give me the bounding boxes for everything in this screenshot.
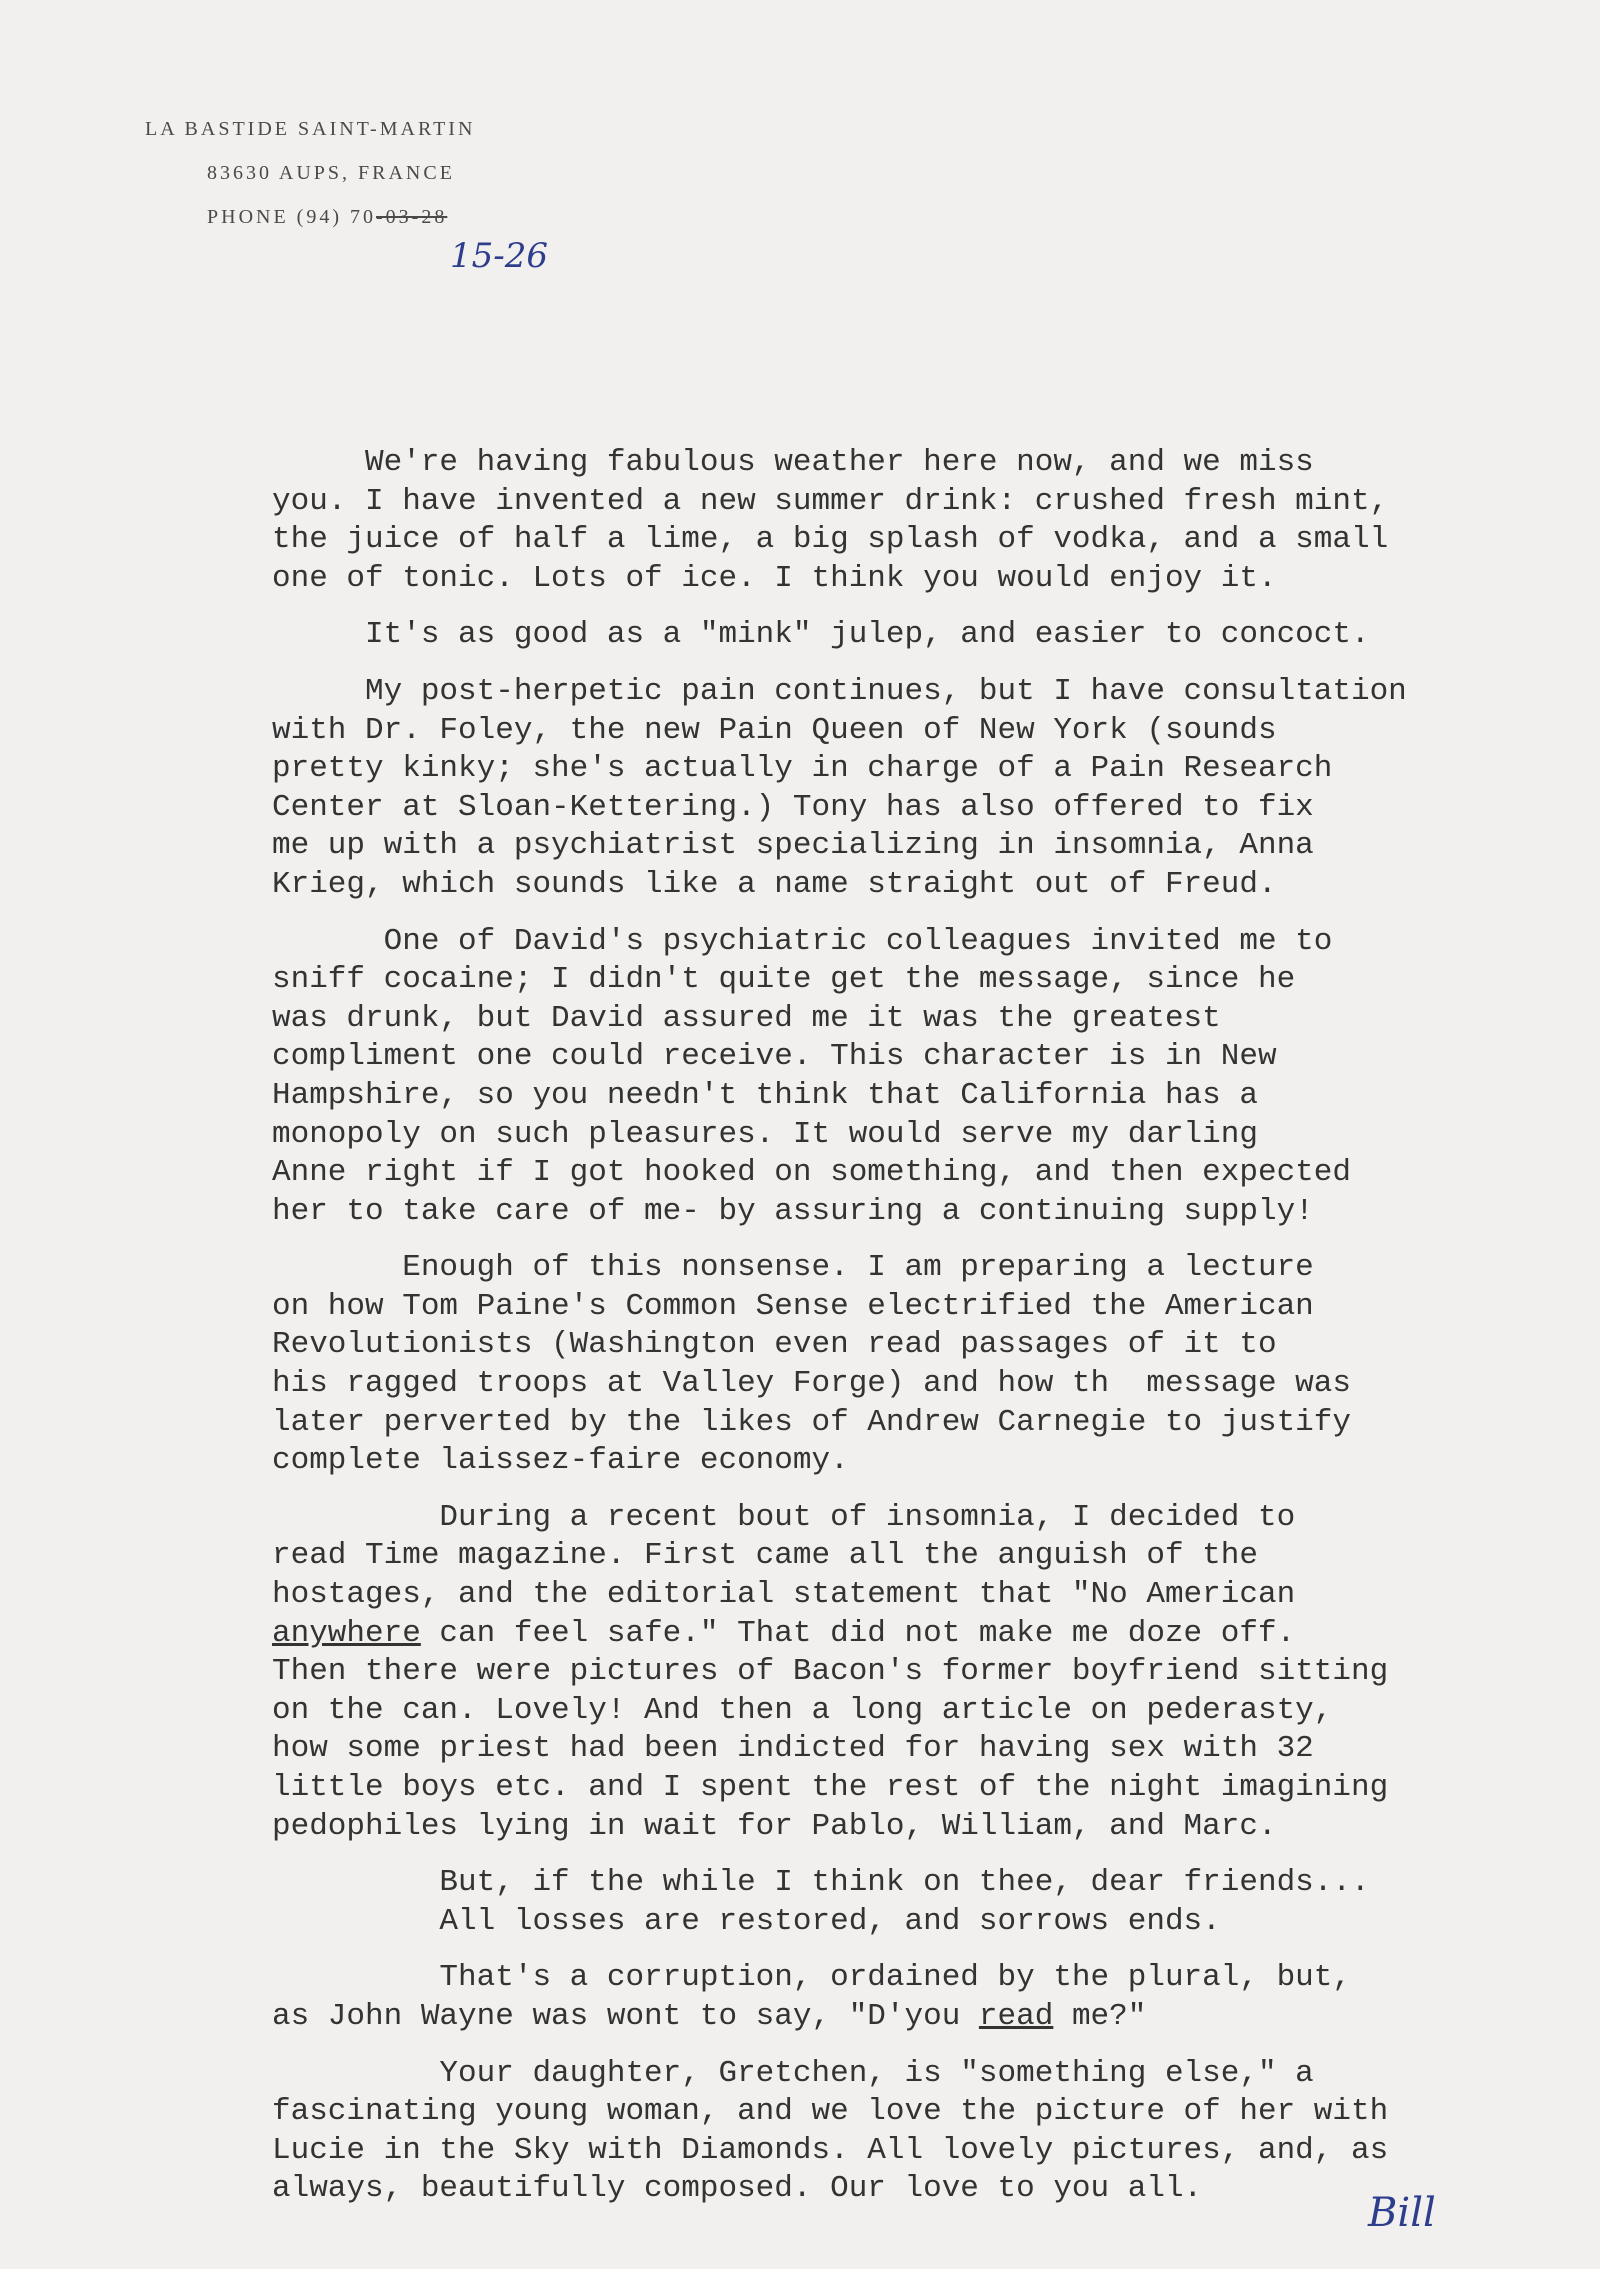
text-line: hostages, and the editorial statement that "No American (272, 1577, 1296, 1613)
handwritten-phone-correction: 15-26 (450, 236, 549, 276)
text-line: Center at Sloan-Kettering.) Tony has also offered to fix (272, 789, 1314, 825)
handwritten-signature: Bill (1368, 2190, 1436, 2236)
text-line: her to take care of me- by assuring a continuing supply! (272, 1193, 1314, 1229)
letter-body (272, 444, 1592, 2209)
text-line: Anne right if I got hooked on something, and then expected (272, 1155, 1351, 1191)
text-line: It's as good as a "mink" julep, and easier to concoct. (272, 617, 1370, 653)
text-line: always, beautifully composed. Our love to you all. (272, 2171, 1203, 2207)
text-line: Revolutionists (Washington even read passages of it to (272, 1327, 1277, 1363)
letterhead-phone (207, 206, 447, 229)
paragraph-6 (272, 1499, 1592, 1846)
text-line: My post-herpetic pain continues, but I have consultation (272, 673, 1407, 709)
letterhead-name: LA BASTIDE SAINT-MARTIN (145, 118, 476, 140)
text-line: fascinating young woman, and we love the picture of her with (272, 2094, 1389, 2130)
text-line: compliment one could receive. This character is in New (272, 1039, 1277, 1075)
text-line: Enough of this nonsense. I am preparing a lecture (272, 1250, 1314, 1286)
text-line: one of tonic. Lots of ice. I think you would enjoy it. (272, 560, 1277, 596)
text-line: how some priest had been indicted for having sex with 32 (272, 1731, 1314, 1767)
text-line: pretty kinky; she's actually in charge of a Pain Research (272, 751, 1333, 787)
text-line: All losses are restored, and sorrows ends. (272, 1903, 1221, 1939)
paragraph-2 (272, 616, 1592, 655)
text-line: Krieg, which sounds like a name straight out of Freud. (272, 866, 1277, 902)
paragraph-5 (272, 1249, 1592, 1481)
text-line: later perverted by the likes of Andrew Carnegie to justify (272, 1404, 1351, 1440)
text-span: can feel safe." That did not make me doze off. (420, 1615, 1296, 1651)
letterhead-city: 83630 AUPS, FRANCE (207, 162, 455, 184)
text-line: you. I have invented a new summer drink: crushed fresh mint, (272, 483, 1389, 519)
text-line: on the can. Lovely! And then a long article on pederasty, (272, 1692, 1333, 1728)
underlined-word: read (978, 1998, 1054, 2034)
text-line: with Dr. Foley, the new Pain Queen of New York (sounds (272, 712, 1277, 748)
paragraph-1 (272, 444, 1592, 598)
text-line: sniff cocaine; I didn't quite get the message, since he (272, 962, 1296, 998)
text-line: That's a corruption, ordained by the plural, but, (272, 1960, 1351, 1996)
paragraph-9 (272, 2055, 1592, 2209)
text-line: monopoly on such pleasures. It would serve my darling (272, 1116, 1258, 1152)
text-line: Then there were pictures of Bacon's former boyfriend sitting (272, 1654, 1389, 1690)
text-line: We're having fabulous weather here now, and we miss (272, 445, 1314, 480)
text-line: me up with a psychiatrist specializing in insomnia, Anna (272, 828, 1314, 864)
text-line: was drunk, but David assured me it was the greatest (272, 1000, 1221, 1036)
text-line: little boys etc. and I spent the rest of the night imagining (272, 1770, 1389, 1805)
text-span: as John Wayne was wont to say, "D'you (272, 1998, 979, 2034)
paragraph-4 (272, 923, 1592, 1232)
text-line (272, 1615, 1592, 1654)
phone-struck-digits: -03-28 (376, 206, 448, 228)
text-line: his ragged troops at Valley Forge) and how th message was (272, 1366, 1351, 1402)
text-line: Lucie in the Sky with Diamonds. All lovely pictures, and, as (272, 2132, 1389, 2168)
text-line: read Time magazine. First came all the anguish of the (272, 1538, 1258, 1574)
text-span: me?" (1053, 1998, 1147, 2034)
text-line: One of David's psychiatric colleagues invited me to (272, 923, 1333, 959)
text-line: Your daughter, Gretchen, is "something else," a (272, 2055, 1314, 2091)
text-line: the juice of half a lime, a big splash of vodka, and a small (272, 522, 1389, 558)
phone-prefix: PHONE (94) 70 (207, 206, 376, 228)
paragraph-3 (272, 673, 1592, 905)
text-line: complete laissez-faire economy. (272, 1443, 849, 1479)
text-line (272, 1998, 1592, 2037)
text-line: But, if the while I think on thee, dear friends... (272, 1865, 1370, 1901)
underlined-word: anywhere (272, 1615, 421, 1651)
text-line: pedophiles lying in wait for Pablo, William, and Marc. (272, 1808, 1277, 1844)
paragraph-8 (272, 1959, 1592, 2036)
text-line: on how Tom Paine's Common Sense electrified the American (272, 1288, 1314, 1324)
text-line: During a recent bout of insomnia, I decided to (272, 1499, 1296, 1535)
text-line: Hampshire, so you needn't think that California has a (272, 1077, 1258, 1113)
quoted-verse (272, 1864, 1592, 1941)
